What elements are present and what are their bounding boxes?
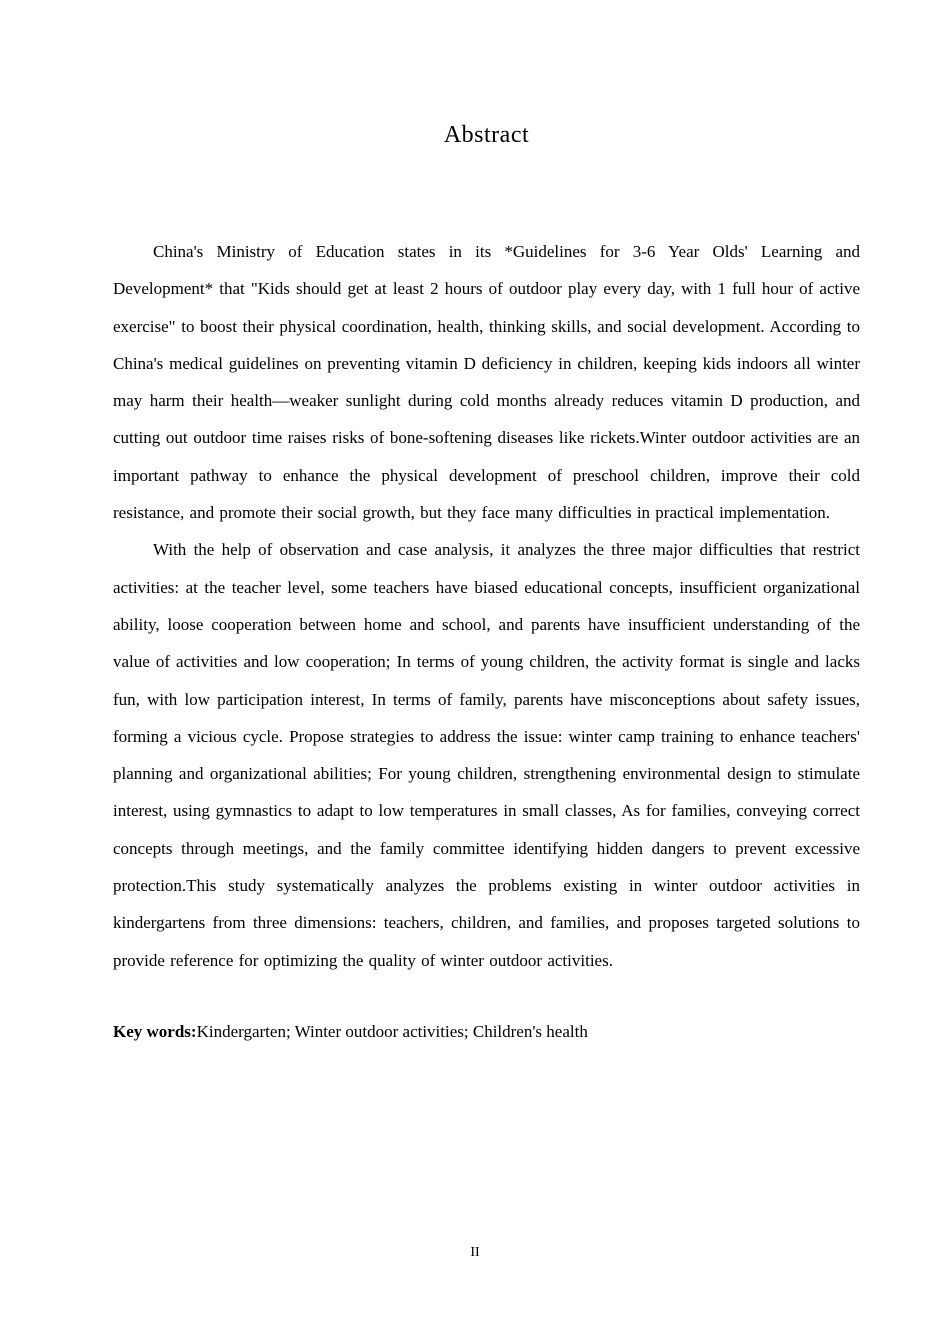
- abstract-paragraph-1: China's Ministry of Education states in its *Guidelines for 3-6 Year Olds' Learning and Development* that "Kids should get at least 2 hours of outdoor play every day, with 1 full hour of active exercise" to boost their physical coordination, health, thinking skills, and social development. According to China's medical guidelines on preventing vitamin D deficiency in children, keeping kids indoors all winter may harm their health—weaker sunlight during cold months already reduces vitamin D production, and cutting out outdoor time raises risks of bone-softening diseases like rickets.Winter outdoor activities are an important pathway to enhance the physical development of preschool children, improve their cold resistance, and promote their social growth, but they face many difficulties in practical implementation.: [113, 242, 860, 523]
- keywords-label: Key words:: [113, 1021, 197, 1041]
- abstract-body: [113, 233, 860, 979]
- keywords-line: [113, 1013, 860, 1050]
- keywords-text: Kindergarten; Winter outdoor activities; Children's health: [196, 1021, 588, 1041]
- page-title: Abstract: [443, 122, 530, 148]
- page-number: II: [470, 1245, 480, 1260]
- abstract-paragraph-2: With the help of observation and case analysis, it analyzes the three major difficulties that restrict activities: at the teacher level, some teachers have biased educational concepts, insufficient organizational ability, loose cooperation between home and school, and parents have insufficient understanding of the value of activities and low cooperation; In terms of young children, the activity format is single and lacks fun, with low participation interest, In terms of family, parents have misconceptions about safety issues, forming a vicious cycle. Propose strategies to address the issue: winter camp training to enhance teachers' planning and organizational abilities; For young children, strengthening environmental design to stimulate interest, using gymnastics to adapt to low temperatures in small classes, As for families, conveying correct concepts through meetings, and the family committee identifying hidden dangers to prevent excessive protection.This study systematically analyzes the problems existing in winter outdoor activities in kindergartens from three dimensions: teachers, children, and families, and proposes targeted solutions to provide reference for optimizing the quality of winter outdoor activities.: [113, 540, 860, 970]
